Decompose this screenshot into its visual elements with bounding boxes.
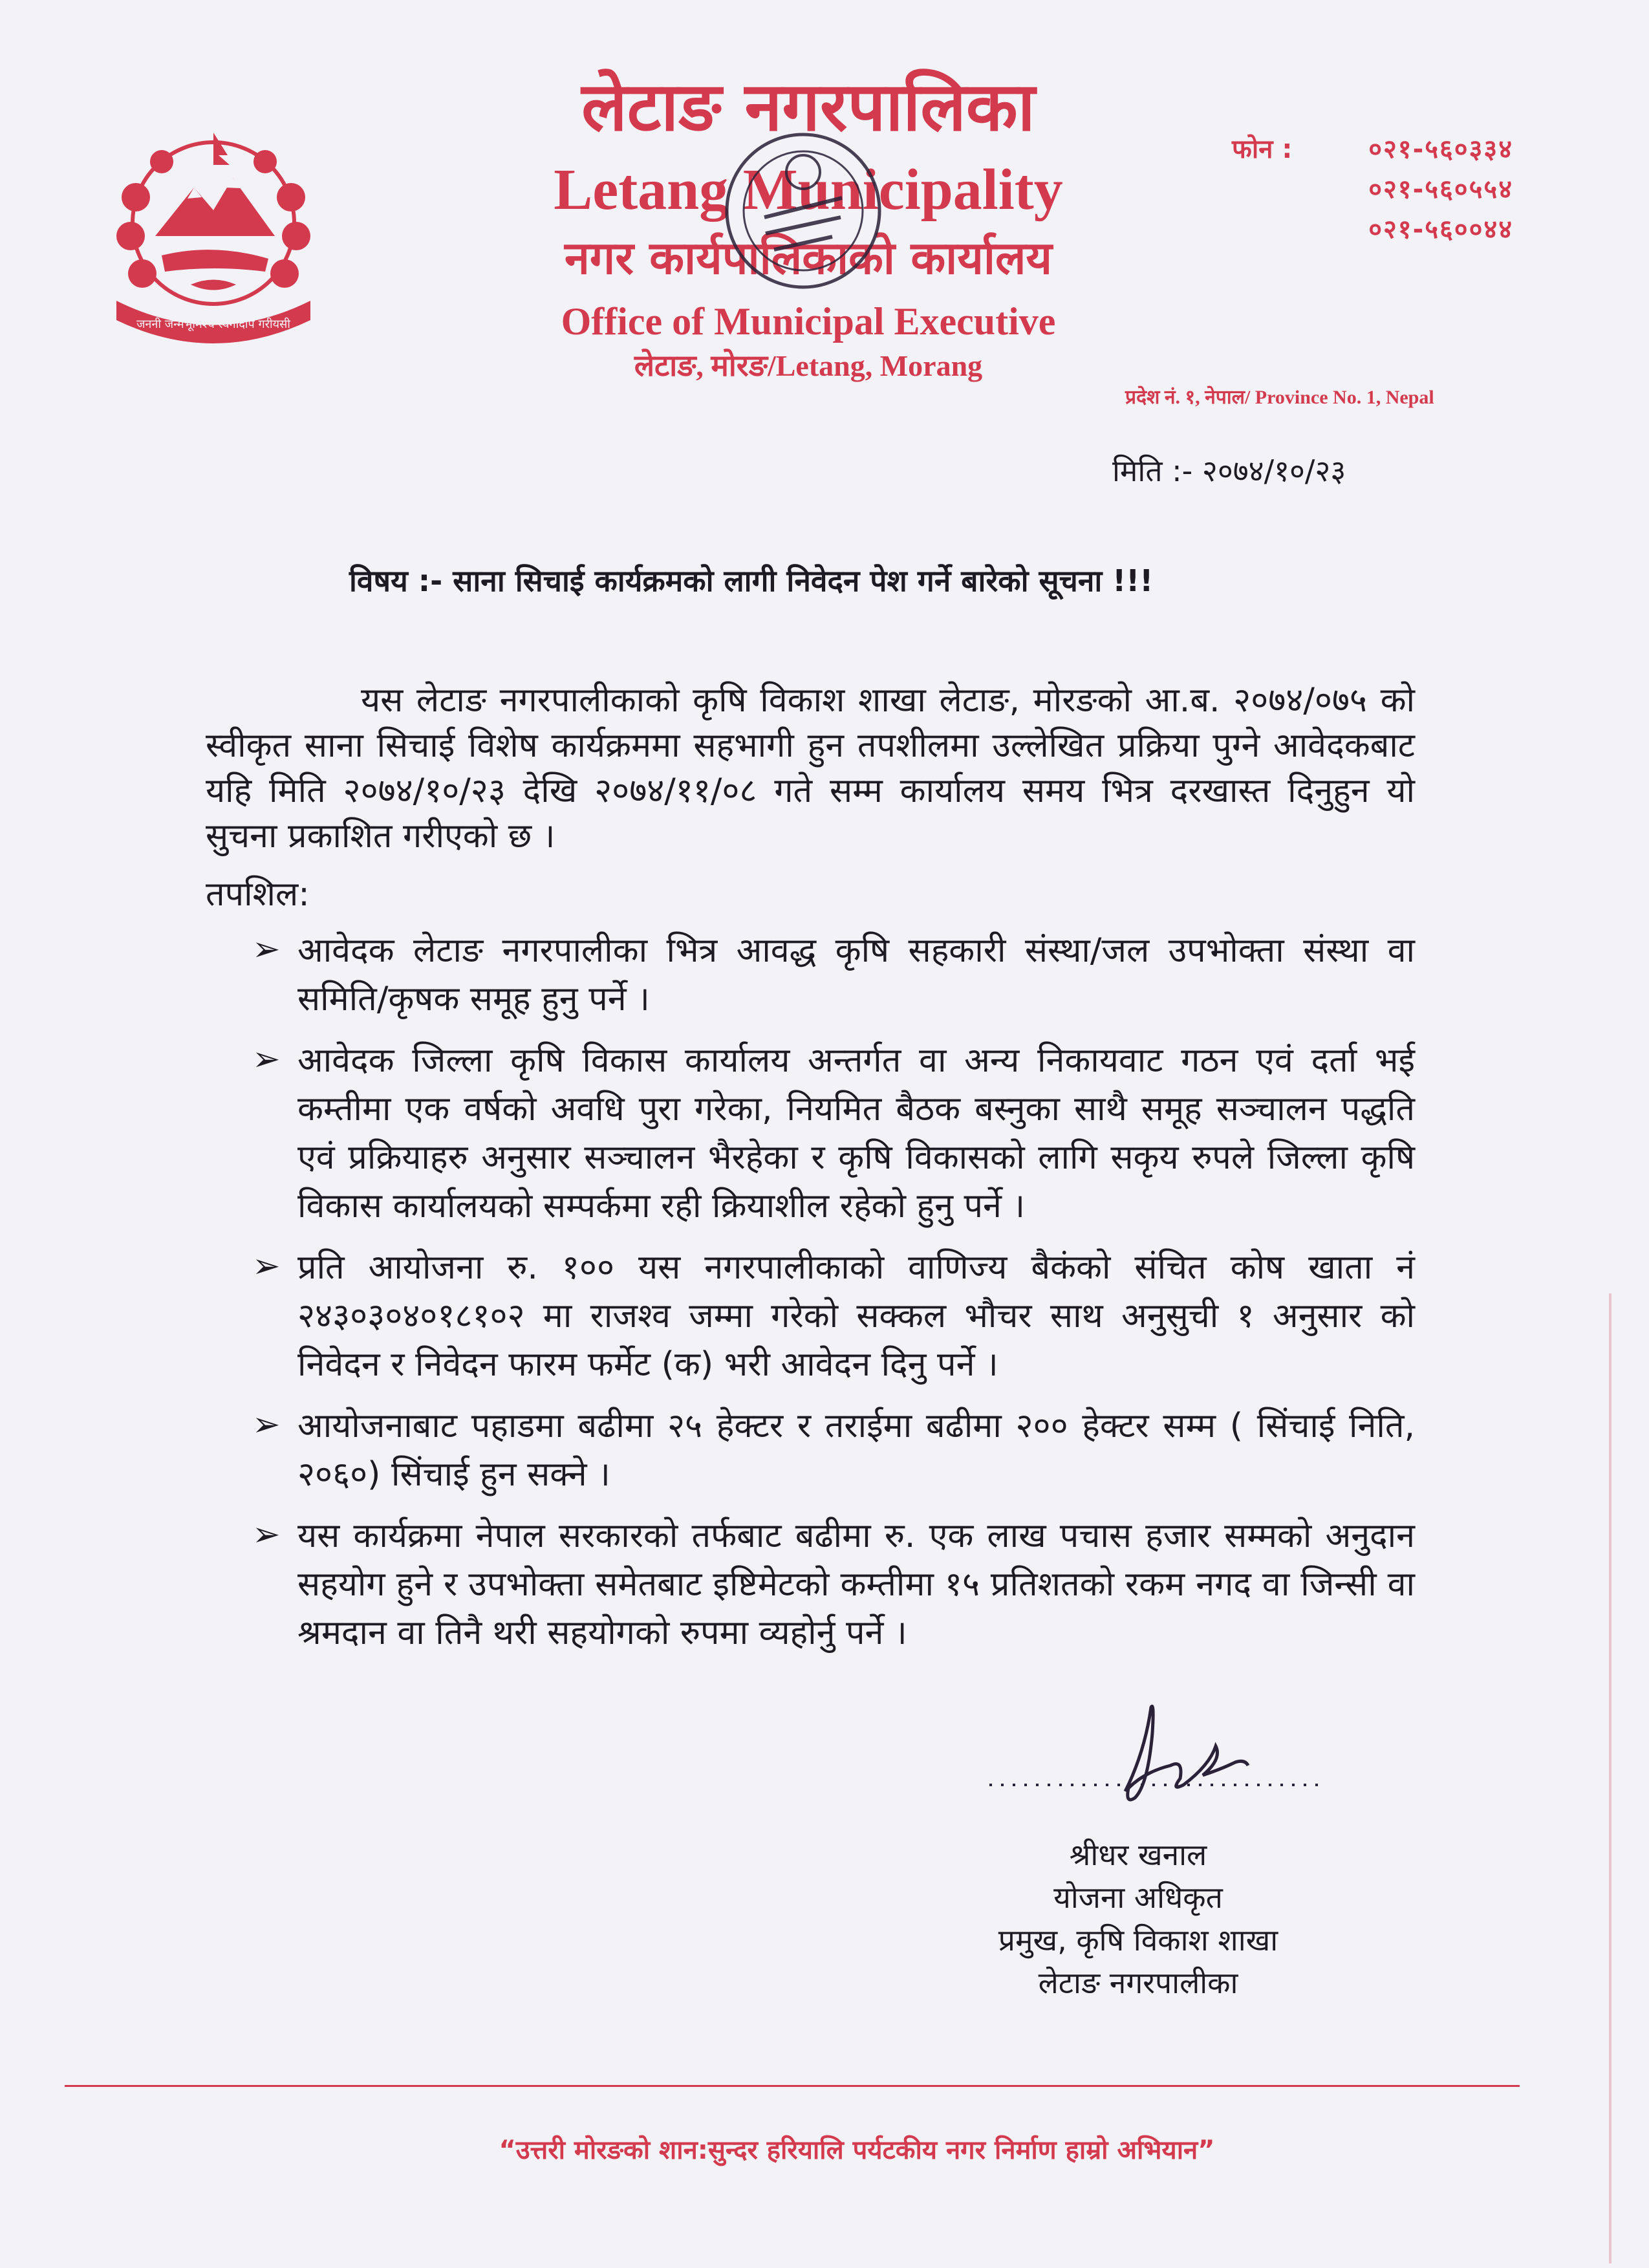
svg-text:जननी जन्मभूमिश्च स्वर्गादपि गर: जननी जन्मभूमिश्च स्वर्गादपि गरीयसी bbox=[136, 318, 290, 331]
signatory-block bbox=[957, 1833, 1319, 2004]
list-item bbox=[252, 1402, 1415, 1499]
list-item-text: आवेदक जिल्ला कृषि विकास कार्यालय अन्तर्गत वा अन्य निकायवाट गठन एवं दर्ता भई कम्तीमा एक वर्षको अवधि पुरा गरेका, नियमित बैठक बस्नुका साथै समूह सञ्चालन पद्धति एवं प्रक्रियाहरु अनुसार सञ्चालन भैरहेका र कृषि विकासको लागि सकृय रुपले जिल्ला कृषि विकास कार्यालयको सम्पर्कमा रही क्रियाशील रहेको हुनु पर्ने । bbox=[297, 1041, 1415, 1226]
list-item-text: यस कार्यक्रमा नेपाल सरकारको तर्फबाट बढीमा रु. एक लाख पचास हजार सम्मको अनुदान सहयोग हुने र उपभोक्ता समेतबाट इष्टिमेटको कम्तीमा १५ प्रतिशतको रकम नगद वा जिन्सी वा श्रमदान वा तिनै थरी सहयोगको रुपमा व्यहोर्नु पर्ने । bbox=[297, 1517, 1415, 1652]
list-item-text: आवेदक लेटाङ नगरपालीका भित्र आवद्ध कृषि सहकारी संस्था/जल उपभोक्ता संस्था वा समिति/कृषक समूह हुनु पर्ने । bbox=[297, 931, 1415, 1019]
signatory-designation: योजना अधिकृत bbox=[1053, 1880, 1223, 1915]
arrow-bullet-icon: ➢ bbox=[252, 1040, 281, 1079]
municipality-name-english: Letang Municipality bbox=[554, 158, 1063, 222]
province-line: प्रदेश नं. १, नेपाल/ Province No. 1, Nepal bbox=[1125, 387, 1434, 408]
signatory-name: श्रीधर खनाल bbox=[1069, 1837, 1207, 1872]
arrow-bullet-icon: ➢ bbox=[252, 1515, 281, 1554]
list-item bbox=[252, 927, 1415, 1024]
letter-subject: विषय :- साना सिचाई कार्यक्रमको लागी निवेदन पेश गर्ने बारेको सूचना !!! bbox=[349, 563, 1154, 598]
footer-divider bbox=[65, 2085, 1520, 2087]
phone-number: ०२१-५६०३३४ bbox=[1368, 135, 1513, 164]
list-item-text: प्रति आयोजना रु. १०० यस नगरपालीकाको वाणिज्य बैकंको संचित कोष खाता नं २४३०३०४०१८१०२ मा राजश्व जम्मा गरेको सक्कल भौचर साथ अनुसुची १ अनुसार को निवेदन र निवेदन फारम फर्मेट (क) भरी आवेदन दिनु पर्ने । bbox=[297, 1248, 1415, 1384]
list-item-text: आयोजनाबाट पहाडमा बढीमा २५ हेक्टर र तराईमा बढीमा २०० हेक्टर सम्म ( सिंचाई निति, २०६०) सिंचाई हुन सक्ने । bbox=[297, 1407, 1415, 1494]
office-name-nepali: नगर कार्यपालिकाको कार्यालय bbox=[564, 232, 1053, 285]
list-item bbox=[252, 1244, 1415, 1389]
footer-slogan: “उत्तरी मोरङको शान:सुन्दर हरियालि पर्यटकीय नगर निर्माण हाम्रो अभियान” bbox=[499, 2135, 1215, 2165]
arrow-bullet-icon: ➢ bbox=[252, 1405, 281, 1444]
municipality-name-nepali: लेटाङ नगरपालिका bbox=[581, 67, 1035, 146]
office-address: लेटाङ, मोरङ/Letang, Morang bbox=[634, 349, 983, 382]
office-name-english: Office of Municipal Executive bbox=[561, 300, 1056, 343]
signatory-department: प्रमुख, कृषि विकाश शाखा bbox=[998, 1923, 1278, 1958]
signatory-office: लेटाङ नगरपालीका bbox=[1038, 1965, 1238, 2000]
contact-phones bbox=[1232, 129, 1513, 250]
handwritten-signature bbox=[989, 1694, 1352, 1837]
list-item bbox=[252, 1037, 1415, 1231]
letter-date: मिति :- २०७४/१०/२३ bbox=[1112, 453, 1346, 488]
page-edge-mark bbox=[1609, 1293, 1611, 2263]
requirements-list bbox=[252, 927, 1415, 1670]
phone-number: ०२१-५६०५५४ bbox=[1368, 175, 1513, 204]
nepal-emblem-icon bbox=[91, 126, 336, 346]
phone-label: फोन : bbox=[1232, 135, 1293, 164]
office-stamp-icon bbox=[719, 127, 887, 295]
notice-body bbox=[206, 678, 1415, 859]
details-heading: तपशिल: bbox=[206, 875, 310, 914]
notice-paragraph: यस लेटाङ नगरपालीकाको कृषि विकाश शाखा लेटाङ, मोरङको आ.ब. २०७४/०७५ को स्वीकृत साना सिचाई विशेष कार्यक्रममा सहभागी हुन तपशीलमा उल्लेखित प्रक्रिया पुग्ने आवेदकबाट यहि मिति २०७४/१०/२३ देखि २०७४/११/०८ गते सम्म कार्यालय समय भित्र दरखास्त दिनुहुन यो सुचना प्रकाशित गरीएको छ । bbox=[206, 681, 1415, 856]
list-item bbox=[252, 1512, 1415, 1658]
phone-number: ०२१-५६००४४ bbox=[1368, 215, 1513, 244]
arrow-bullet-icon: ➢ bbox=[252, 930, 281, 969]
arrow-bullet-icon: ➢ bbox=[252, 1247, 281, 1286]
